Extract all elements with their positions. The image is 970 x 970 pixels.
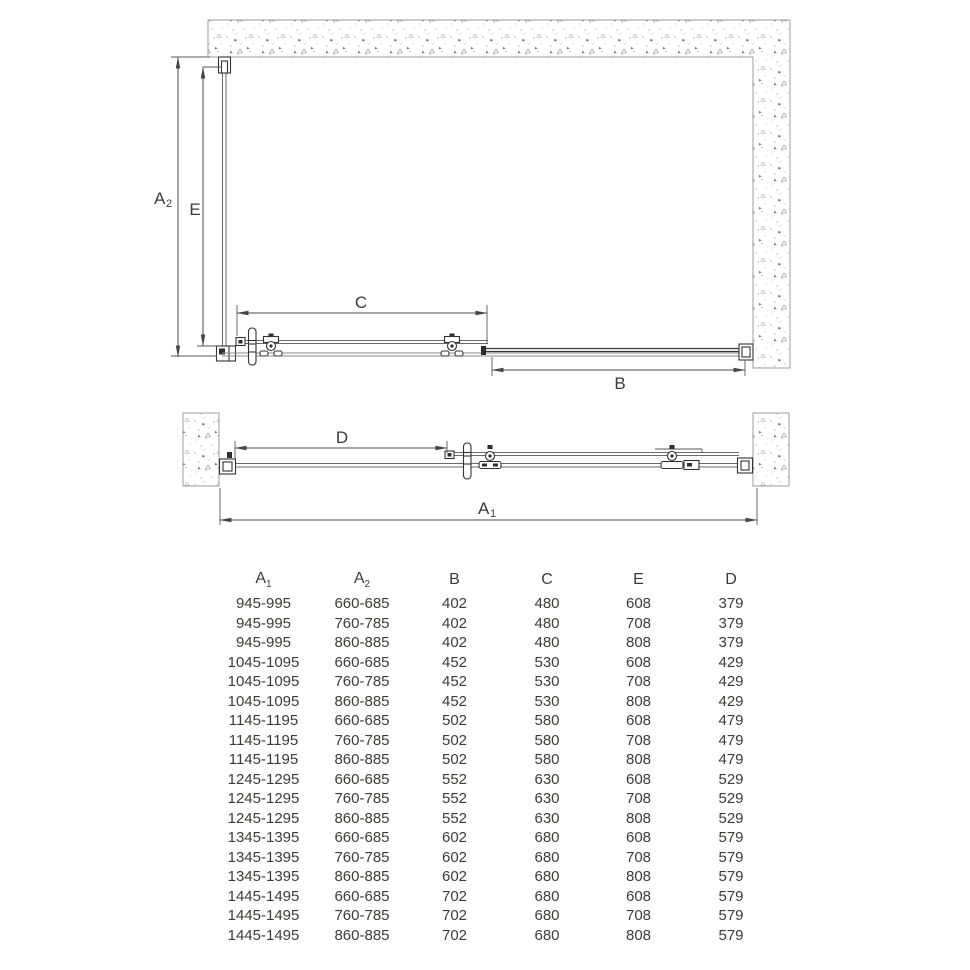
table-cell: 530 — [534, 653, 560, 671]
table-cell: 630 — [534, 770, 560, 788]
table-cell: 379 — [718, 595, 744, 612]
table-cell: 402 — [441, 634, 468, 651]
table-cell: 1145-1195 — [228, 751, 299, 768]
table-cell: 529 — [718, 809, 744, 827]
table-cell: 1245-1295 — [227, 809, 300, 827]
table-cell: 760-785 — [334, 731, 390, 749]
table-cell: 608 — [625, 887, 652, 905]
table-cell: 1445-1495 — [227, 926, 300, 944]
table-cell: 860-885 — [334, 926, 390, 944]
table-row — [211, 672, 778, 692]
table-cell: 708 — [625, 614, 652, 632]
table-cell: 429 — [718, 653, 744, 671]
table-cell: 708 — [625, 907, 652, 924]
dim-label-a1: A — [478, 499, 490, 518]
table-cell: 1345-1395 — [227, 868, 300, 885]
table-cell: 680 — [534, 926, 560, 944]
table-cell: 602 — [441, 868, 468, 885]
table-cell: 702 — [441, 907, 468, 924]
table-cell: 702 — [441, 926, 468, 944]
table-cell: 608 — [625, 712, 652, 729]
roller-left-2 — [479, 445, 501, 469]
table-cell: 452 — [441, 673, 468, 690]
table-cell: 502 — [441, 731, 468, 749]
table-row — [211, 594, 778, 614]
table-cell: 480 — [534, 634, 560, 651]
table-cell: 529 — [718, 770, 744, 788]
dim-a2 — [154, 57, 217, 357]
column-header-a1: $A_1$ — [255, 569, 272, 591]
wall-profile-top — [219, 57, 231, 73]
size-table-body — [211, 594, 778, 945]
table-row — [211, 809, 778, 829]
table-cell: 660-685 — [334, 770, 390, 788]
column-header-d: D — [725, 571, 737, 588]
table-cell: 760-785 — [334, 907, 390, 924]
table-cell: 1045-1095 — [227, 692, 300, 710]
column-header-b: B — [449, 571, 460, 588]
table-cell: 580 — [534, 751, 560, 768]
table-cell: 680 — [534, 887, 560, 905]
table-cell: 1345-1395 — [227, 829, 300, 846]
table-cell: 529 — [718, 790, 744, 807]
door-handle — [249, 328, 257, 365]
dim-label-a2: A — [154, 189, 166, 208]
dim-e — [189, 67, 222, 346]
table-cell: 630 — [534, 809, 560, 827]
table-cell: 402 — [441, 595, 468, 612]
table-cell: 602 — [441, 848, 468, 866]
table-cell: 660-685 — [334, 712, 390, 729]
table-cell: 579 — [718, 887, 744, 905]
table-cell: 808 — [625, 751, 652, 768]
table-cell: 480 — [534, 614, 560, 632]
table-cell: 452 — [441, 653, 468, 671]
table-cell: 502 — [441, 751, 468, 768]
dim-label-a2-sub: 2 — [166, 198, 173, 210]
table-cell: 760-785 — [334, 673, 390, 690]
table-cell: 945-995 — [235, 634, 292, 651]
table-cell: 808 — [625, 692, 652, 710]
table-cell: 860-885 — [334, 868, 390, 885]
table-cell: 1245-1295 — [227, 770, 300, 788]
table-cell: 708 — [625, 673, 652, 690]
table-cell: 708 — [625, 848, 652, 866]
table-cell: 630 — [534, 790, 560, 807]
table-cell: 530 — [534, 673, 560, 690]
table-cell: 708 — [625, 731, 652, 749]
table-cell: 552 — [441, 809, 468, 827]
table-cell: 808 — [625, 634, 652, 651]
table-row — [211, 614, 778, 634]
table-row — [211, 906, 778, 926]
table-cell: 945-995 — [235, 595, 292, 612]
table-cell: 808 — [625, 809, 652, 827]
table-row — [211, 711, 778, 731]
table-cell: 480 — [534, 595, 560, 612]
table-cell: 760-785 — [334, 790, 390, 807]
table-cell: 502 — [441, 712, 468, 729]
table-row — [211, 848, 778, 868]
table-cell: 680 — [534, 868, 560, 885]
table-cell: 379 — [718, 634, 744, 651]
table-cell: 429 — [718, 673, 744, 690]
table-cell: 552 — [441, 770, 468, 788]
table-cell: 579 — [718, 926, 744, 944]
dim-label-d: D — [335, 428, 349, 447]
table-cell: 945-995 — [235, 614, 292, 632]
table-cell: 479 — [718, 751, 744, 768]
table-cell: 808 — [625, 926, 652, 944]
size-table — [211, 566, 778, 945]
table-cell: 1045-1095 — [227, 673, 300, 690]
table-cell: 608 — [625, 829, 652, 846]
table-cell: 580 — [534, 712, 560, 729]
wall-profile-left-2 — [220, 452, 236, 474]
wall-top-right — [208, 20, 790, 368]
wall-profile-right — [739, 344, 753, 360]
table-cell: 860-885 — [334, 634, 390, 651]
table-cell: 1245-1295 — [227, 790, 300, 807]
table-cell: 680 — [534, 848, 560, 866]
table-row — [211, 887, 778, 907]
column-header-e: E — [633, 571, 644, 588]
table-cell: 479 — [718, 712, 744, 729]
dim-d — [235, 428, 447, 459]
table-cell: 1445-1495 — [227, 907, 300, 924]
table-cell: 552 — [441, 790, 468, 807]
table-row — [211, 789, 778, 809]
table-cell: 760-785 — [334, 848, 390, 866]
table-cell: 608 — [625, 595, 652, 612]
table-row — [211, 867, 778, 887]
table-row — [211, 633, 778, 653]
table-cell: 579 — [718, 829, 744, 846]
column-header-a2: $A_2$ — [353, 569, 371, 591]
table-cell: 860-885 — [334, 809, 390, 827]
fixed-panel-glass — [481, 346, 741, 355]
roller-right-2 — [655, 445, 702, 470]
table-cell: 580 — [534, 731, 560, 749]
table-cell: 660-685 — [334, 653, 390, 671]
size-table-header-row — [211, 566, 778, 594]
dim-label-e: E — [189, 200, 201, 219]
corner-profile — [217, 346, 236, 361]
table-cell: 402 — [441, 614, 468, 632]
table-cell: 379 — [718, 614, 744, 632]
table-cell: 1045-1095 — [227, 653, 300, 671]
table-row — [211, 653, 778, 673]
table-cell: 680 — [534, 829, 560, 846]
table-cell: 702 — [441, 887, 468, 905]
table-cell: 429 — [718, 692, 744, 710]
plan-view — [154, 20, 790, 393]
wall-right-block — [753, 413, 789, 486]
table-cell: 680 — [534, 907, 560, 924]
table-cell: 808 — [625, 868, 652, 885]
dim-b — [492, 357, 745, 393]
table-cell: 1445-1495 — [227, 887, 300, 905]
table-cell: 660-685 — [334, 829, 390, 846]
table-row — [211, 770, 778, 790]
table-cell: 1345-1395 — [227, 848, 300, 866]
front-section-view — [183, 413, 789, 525]
wall-profile-right-2 — [738, 458, 753, 473]
table-cell: 579 — [718, 868, 744, 885]
table-cell: 452 — [441, 692, 468, 710]
table-row — [211, 731, 778, 751]
table-cell: 860-885 — [334, 692, 390, 710]
table-cell: 579 — [718, 907, 744, 924]
table-cell: 660-685 — [334, 595, 390, 612]
dim-label-b: B — [614, 374, 626, 393]
table-cell: 608 — [625, 653, 652, 671]
table-cell: 760-785 — [334, 614, 390, 632]
table-cell: 860-885 — [334, 751, 390, 768]
table-cell: 608 — [625, 770, 652, 788]
door-handle-2 — [464, 443, 472, 479]
table-cell: 579 — [718, 848, 744, 866]
side-panel-glass — [223, 72, 227, 347]
table-row — [211, 926, 778, 946]
table-row — [211, 828, 778, 848]
column-header-c: C — [541, 571, 553, 588]
dim-a1 — [220, 488, 757, 525]
table-cell: 1145-1195 — [228, 731, 299, 749]
wall-left-block — [183, 413, 219, 486]
table-cell: 530 — [534, 692, 560, 710]
dim-label-a1-sub: 1 — [490, 508, 497, 520]
table-cell: 660-685 — [334, 887, 390, 905]
table-row — [211, 750, 778, 770]
table-cell: 1145-1195 — [228, 712, 299, 729]
table-cell: 602 — [441, 829, 468, 846]
dim-label-c: C — [354, 293, 368, 312]
table-row — [211, 692, 778, 712]
table-cell: 479 — [718, 731, 744, 749]
table-cell: 708 — [625, 790, 652, 807]
